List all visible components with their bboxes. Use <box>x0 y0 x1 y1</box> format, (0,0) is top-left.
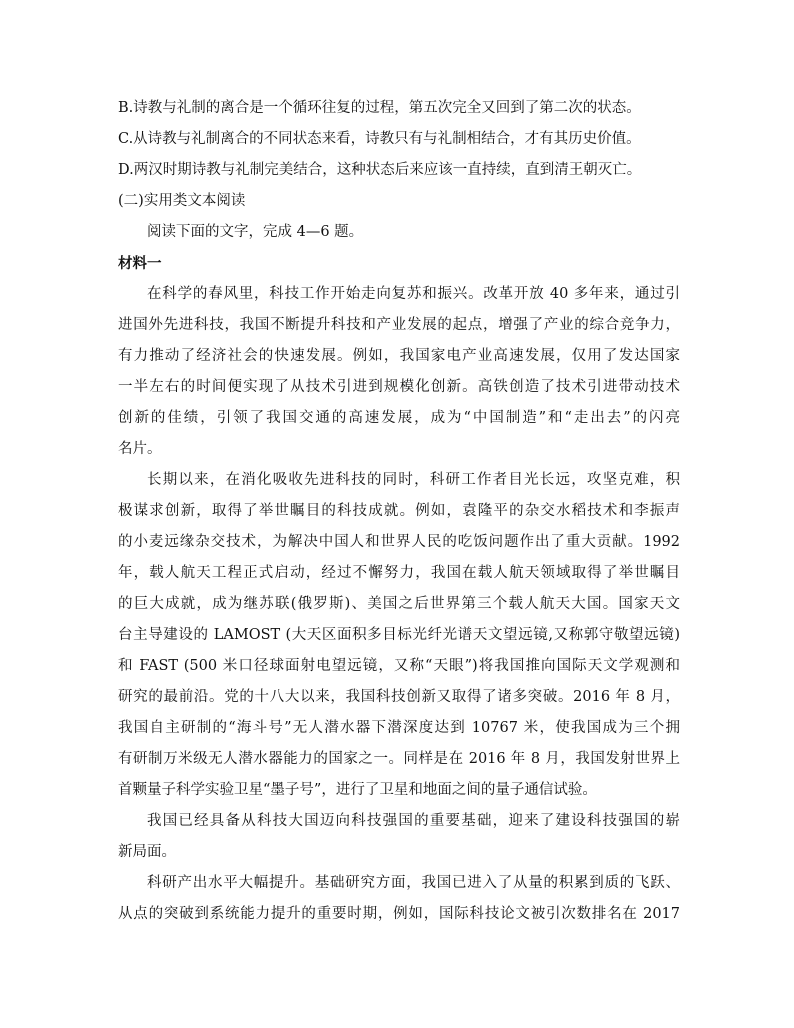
paragraph-line: 首颗量子科学实验卫星“墨子号”，进行了卫星和地面之间的量子通信试验。 <box>118 782 597 798</box>
document-page <box>118 93 680 930</box>
paragraph-line: 和 FAST (500 米口径球面射电望远镜，又称“天眼”)将我国推向国际天文学观测和 <box>118 658 680 674</box>
paragraph-line: 进国外先进科技，我国不断提升科技和产业发展的起点，增强了产业的综合竞争力， <box>118 317 680 333</box>
material-label: 材料一 <box>118 255 162 272</box>
paragraph-line: 新局面。 <box>118 844 176 860</box>
paragraph-line: 创新的佳绩，引领了我国交通的高速发展，成为“中国制造”和“走出去”的闪亮 <box>118 410 680 426</box>
paragraph-line: 名片。 <box>118 441 162 457</box>
paragraph-line: 我国自主研制的“海斗号”无人潜水器下潜深度达到 10767 米，使我国成为三个拥 <box>118 720 680 736</box>
paragraph-line: 从点的突破到系统能力提升的重要时期，例如，国际科技论文被引次数排名在 2017 <box>118 906 680 922</box>
paragraph <box>118 279 680 465</box>
paragraph-line: 科研产出水平大幅提升。基础研究方面，我国已进入了从量的积累到质的飞跃、 <box>147 875 680 891</box>
option-b: B.诗教与礼制的离合是一个循环往复的过程，第五次完全又回到了第二次的状态。 <box>118 100 641 116</box>
paragraph-line: 年，载人航天工程正式启动，经过不懈努力，我国在载人航天领域取得了举世瞩目 <box>118 565 680 581</box>
paragraph-line: 台主导建设的 LAMOST (大天区面积多目标光纤光谱天文望远镜,又称郭守敬望远镜) <box>118 627 680 643</box>
paragraph <box>118 465 680 806</box>
paragraph <box>118 806 680 868</box>
paragraph-line: 的巨大成就，成为继苏联(俄罗斯)、美国之后世界第三个载人航天大国。国家天文 <box>118 596 680 612</box>
option-d: D.两汉时期诗教与礼制完美结合，这种状态后来应该一直持续，直到清王朝灭亡。 <box>118 162 642 178</box>
section-title: (二)实用类文本阅读 <box>118 193 246 209</box>
paragraph-line: 我国已经具备从科技大国迈向科技强国的重要基础，迎来了建设科技强国的崭 <box>147 813 680 829</box>
paragraph-line: 有研制万米级无人潜水器能力的国家之一。同样是在 2016 年 8 月，我国发射世界上 <box>118 751 680 767</box>
paragraph-line: 长期以来，在消化吸收先进科技的同时，科研工作者目光长远，攻坚克难，积 <box>147 472 680 488</box>
paragraph-line: 在科学的春风里，科技工作开始走向复苏和振兴。改革开放 40 多年来，通过引 <box>147 286 680 302</box>
paragraph <box>118 868 680 930</box>
instruction: 阅读下面的文字，完成 4—6 题。 <box>147 224 364 240</box>
option-c: C.从诗教与礼制离合的不同状态来看，诗教只有与礼制相结合，才有其历史价值。 <box>118 131 641 147</box>
paragraph-line: 极谋求创新，取得了举世瞩目的科技成就。例如，袁隆平的杂交水稻技术和李振声 <box>118 503 680 519</box>
paragraph-line: 一半左右的时间便实现了从技术引进到规模化创新。高铁创造了技术引进带动技术 <box>118 379 680 395</box>
paragraph-line: 研究的最前沿。党的十八大以来，我国科技创新又取得了诸多突破。2016 年 8 月， <box>118 689 680 705</box>
paragraph-line: 的小麦远缘杂交技术，为解决中国人和世界人民的吃饭问题作出了重大贡献。1992 <box>118 534 680 550</box>
paragraph-line: 有力推动了经济社会的快速发展。例如，我国家电产业高速发展，仅用了发达国家 <box>118 348 680 364</box>
